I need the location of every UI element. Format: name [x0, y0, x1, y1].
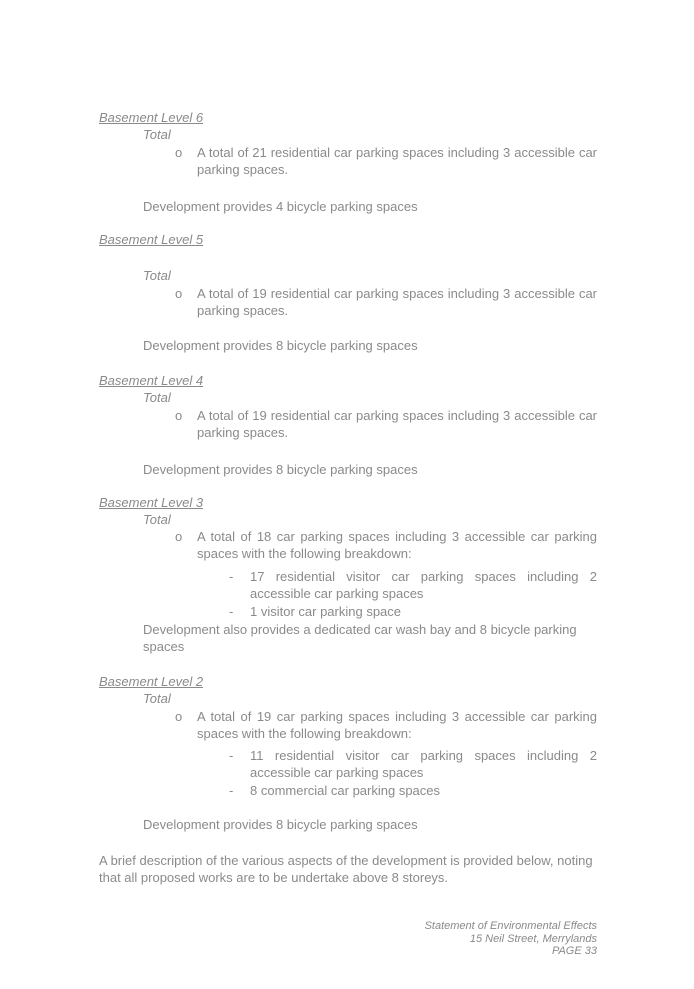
footer-document-title: Statement of Environmental Effects	[424, 920, 597, 932]
bicycle-parking-note: Development provides 4 bicycle parking spaces	[143, 199, 418, 214]
bullet-marker: o	[175, 145, 183, 160]
bullet-marker: o	[175, 286, 183, 301]
dash-marker: -	[229, 569, 234, 584]
total-label: Total	[143, 390, 171, 405]
parking-total-item: A total of 18 car parking spaces including 3 accessible car parking spaces with the following breakdown:	[197, 529, 597, 561]
parking-total-item: A total of 19 residential car parking spaces including 3 accessible car parking spaces.	[197, 408, 597, 440]
section-heading-basement-5: Basement Level 5	[99, 232, 204, 247]
parking-total-item: A total of 19 residential car parking spaces including 3 accessible car parking spaces.	[197, 286, 597, 318]
total-label: Total	[143, 691, 171, 706]
parking-total-item: A total of 19 car parking spaces including 3 accessible car parking spaces with the following breakdown:	[197, 709, 597, 741]
section-heading-basement-2: Basement Level 2	[99, 674, 204, 689]
section-heading-basement-3: Basement Level 3	[99, 495, 204, 510]
bullet-marker: o	[175, 529, 183, 544]
bicycle-parking-note: Development provides 8 bicycle parking spaces	[143, 338, 418, 353]
breakdown-item: 8 commercial car parking spaces	[250, 783, 441, 798]
breakdown-item: 11 residential visitor car parking spaces including 2 accessible car parking spaces	[250, 748, 597, 780]
total-label: Total	[143, 268, 171, 283]
section-heading-basement-4: Basement Level 4	[99, 373, 204, 388]
bicycle-parking-note: Development provides 8 bicycle parking spaces	[143, 462, 418, 477]
dash-marker: -	[229, 604, 234, 619]
footer-address: 15 Neil Street, Merrylands	[469, 933, 597, 945]
bullet-marker: o	[175, 408, 183, 423]
total-label: Total	[143, 127, 171, 142]
section-heading-basement-6: Basement Level 6	[99, 110, 204, 125]
parking-total-item: A total of 21 residential car parking spaces including 3 accessible car parking spaces.	[197, 145, 597, 177]
bicycle-parking-note: Development also provides a dedicated car wash bay and 8 bicycle parking spaces	[143, 622, 577, 654]
footer-page-number: PAGE 33	[551, 945, 597, 957]
breakdown-item: 17 residential visitor car parking spaces including 2 accessible car parking spaces	[250, 569, 597, 601]
dash-marker: -	[229, 783, 234, 798]
breakdown-item: 1 visitor car parking space	[250, 604, 402, 619]
dash-marker: -	[229, 748, 234, 763]
closing-paragraph: A brief description of the various aspects of the development is provided below, noting that all proposed works are to be undertake above 8 storeys.	[99, 853, 593, 885]
bicycle-parking-note: Development provides 8 bicycle parking spaces	[143, 817, 418, 832]
total-label: Total	[143, 512, 171, 527]
bullet-marker: o	[175, 709, 183, 724]
